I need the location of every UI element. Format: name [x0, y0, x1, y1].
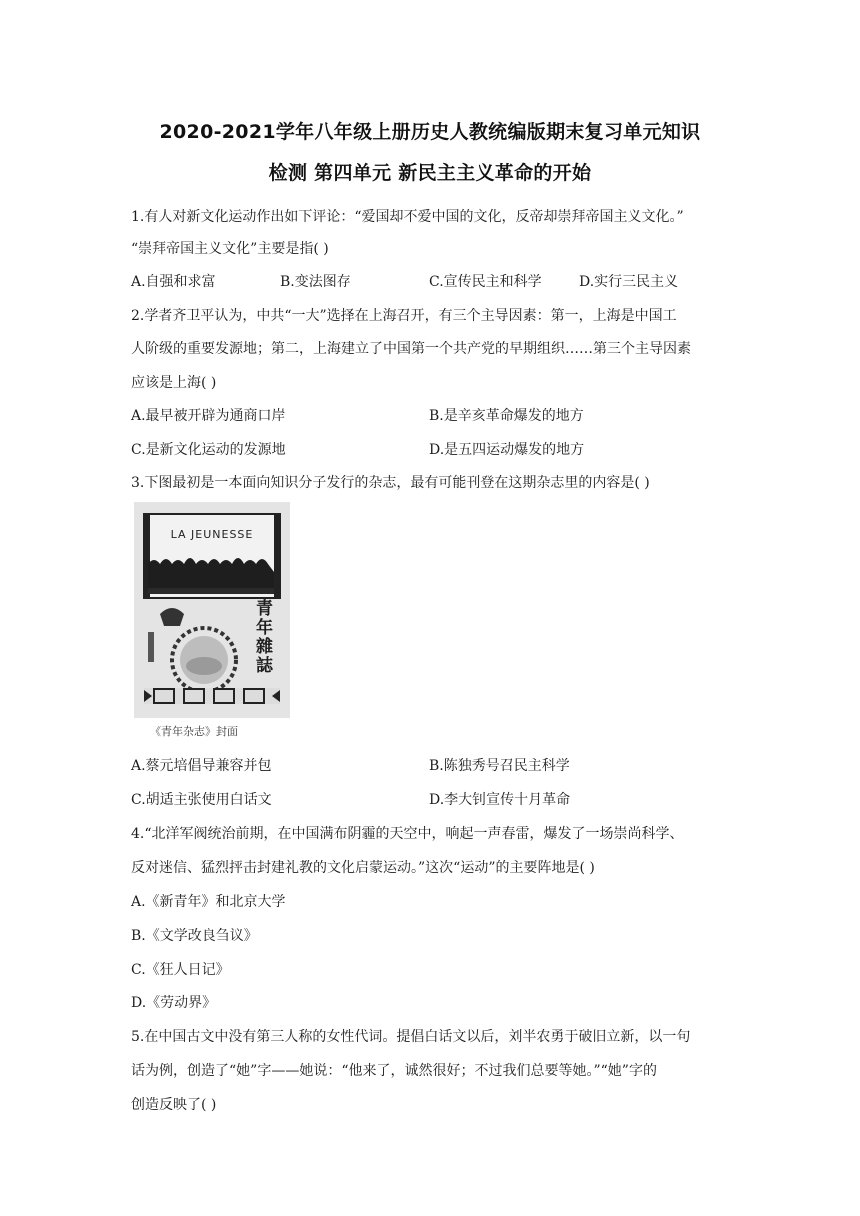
question-4-stem-line-2: 反对迷信、猛烈抨击封建礼教的文化启蒙运动。”这次“运动”的主要阵地是( )	[131, 860, 595, 876]
magazine-title-char: 雜	[256, 637, 273, 657]
question-5-stem-line-3: 创造反映了( )	[131, 1097, 217, 1113]
question-2-stem-line-2: 人阶级的重要发源地；第二，上海建立了中国第一个共产党的早期组织……第三个主导因素	[131, 341, 691, 357]
magazine-title-char: 青	[256, 599, 273, 619]
question-1-option-d: D.实行三民主义	[579, 274, 679, 290]
question-1-option-b: B.变法图存	[280, 274, 351, 290]
question-4-option-a: A.《新青年》和北京大学	[131, 894, 286, 910]
question-4-option-c: C.《狂人日记》	[131, 962, 230, 978]
document-title-line-1: 2020-2021学年八年级上册历史人教统编版期末复习单元知识	[159, 121, 701, 143]
question-2-option-c: C.是新文化运动的发源地	[131, 442, 286, 458]
question-4-option-d: D.《劳动界》	[131, 995, 217, 1011]
magazine-cover-caption: 《青年杂志》封面	[150, 725, 238, 738]
question-1-option-a: A.自强和求富	[131, 274, 216, 290]
question-4-option-b: B.《文学改良刍议》	[131, 928, 258, 944]
question-5-stem-line-1: 5.在中国古文中没有第三人称的女性代词。提倡白话文以后，刘半农勇于破旧立新，以一句	[131, 1029, 691, 1045]
question-5-stem-line-2: 话为例，创造了“她”字——她说：“他来了，诚然很好；不过我们总要等她。”“她”字的	[131, 1063, 657, 1079]
magazine-title-char: 年	[256, 618, 273, 638]
magazine-vertical-title	[256, 598, 274, 676]
question-2-option-d: D.是五四运动爆发的地方	[429, 442, 585, 458]
question-2-stem-line-3: 应该是上海( )	[131, 375, 217, 391]
question-2-option-b: B.是辛亥革命爆发的地方	[429, 408, 584, 424]
magazine-cover-image	[134, 502, 290, 718]
question-3-option-a: A.蔡元培倡导兼容并包	[131, 758, 272, 774]
question-1-stem-line-1: 1.有人对新文化运动作出如下评论：“爱国却不爱中国的文化，反帝却崇拜帝国主义文化。”	[131, 209, 684, 225]
question-1-stem-line-2: “崇拜帝国主义文化”主要是指( )	[131, 241, 329, 257]
question-3-option-d: D.李大钊宣传十月革命	[429, 792, 571, 808]
magazine-header-text: LA JEUNESSE	[170, 528, 254, 541]
question-2-stem-line-1: 2.学者齐卫平认为，中共“一大”选择在上海召开，有三个主导因素：第一，上海是中国工	[131, 308, 677, 324]
question-3-option-b: B.陈独秀号召民主科学	[429, 758, 570, 774]
question-2-option-a: A.最早被开辟为通商口岸	[131, 408, 286, 424]
question-1-option-c: C.宣传民主和科学	[429, 274, 542, 290]
question-3-stem-line-1: 3.下图最初是一本面向知识分子发行的杂志，最有可能刊登在这期杂志里的内容是( )	[131, 475, 650, 491]
magazine-title-char: 誌	[256, 656, 273, 676]
question-3-option-c: C.胡适主张使用白话文	[131, 792, 272, 808]
document-title-line-2: 检测 第四单元 新民主主义革命的开始	[268, 162, 592, 184]
question-4-stem-line-1: 4.“北洋军阀统治前期，在中国满布阴霾的天空中，响起一声春雷，爆发了一场崇尚科学、	[131, 826, 684, 842]
